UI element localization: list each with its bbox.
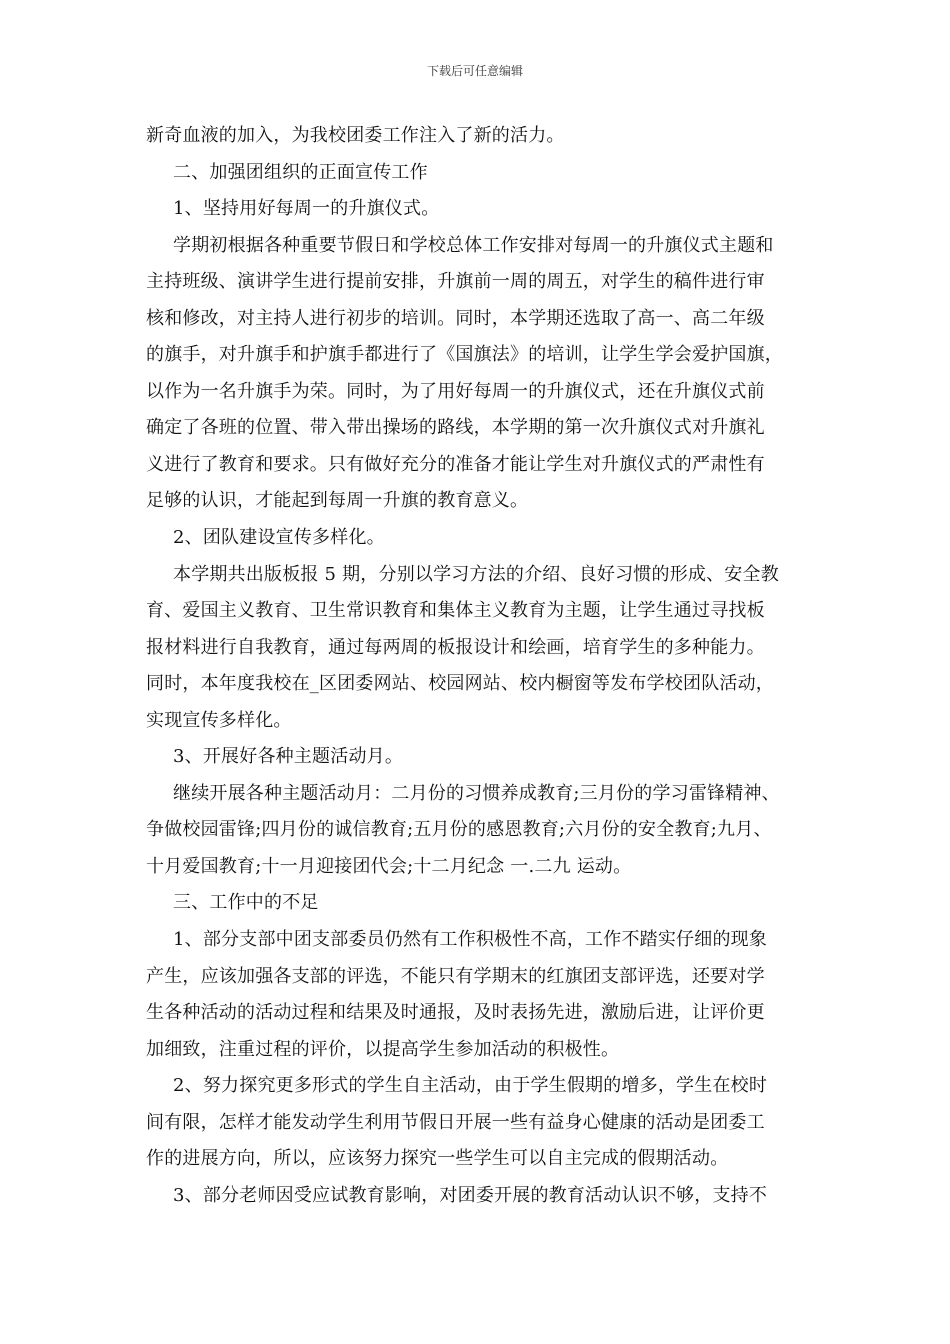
text-line: 2、努力探究更多形式的学生自主活动，由于学生假期的增多，学生在校时 xyxy=(173,1075,768,1097)
text-line: 3、部分老师因受应试教育影响，对团委开展的教育活动认识不够，支持不 xyxy=(173,1184,768,1206)
text-line: 1、部分支部中团支部委员仍然有工作积极性不高，工作不踏实仔细的现象 xyxy=(173,929,768,951)
text-line: 二、加强团组织的正面宣传工作 xyxy=(173,161,428,183)
text-line: 实现宣传多样化。 xyxy=(146,709,292,731)
text-line: 足够的认识，才能起到每周一升旗的教育意义。 xyxy=(146,490,529,512)
text-line: 继续开展各种主题活动月：二月份的习惯养成教育;三月份的学习雷锋精神、 xyxy=(173,782,780,804)
text-line: 十月爱国教育;十一月迎接团代会;十二月纪念 一.二九 运动。 xyxy=(146,855,632,877)
text-line: 争做校园雷锋;四月份的诚信教育;五月份的感恩教育;六月份的安全教育;九月、 xyxy=(146,819,772,841)
text-line: 产生，应该加强各支部的评选，不能只有学期末的红旗团支部评选，还要对学 xyxy=(146,965,765,987)
text-line: 确定了各班的位置、带入带出操场的路线，本学期的第一次升旗仪式对升旗礼 xyxy=(146,417,765,439)
text-line: 生各种活动的活动过程和结果及时通报，及时表扬先进，激励后进，让评价更 xyxy=(146,1002,765,1024)
text-line: 本学期共出版板报 5 期，分别以学习方法的介绍、良好习惯的形成、安全教 xyxy=(173,563,779,585)
text-line: 以作为一名升旗手为荣。同时，为了用好每周一的升旗仪式，还在升旗仪式前 xyxy=(146,380,765,402)
text-line: 三、工作中的不足 xyxy=(173,892,319,914)
text-line: 的旗手，对升旗手和护旗手都进行了《国旗法》的培训，让学生学会爱护国旗， xyxy=(146,344,783,366)
text-line: 2、团队建设宣传多样化。 xyxy=(173,527,385,549)
text-line: 主持班级、演讲学生进行提前安排，升旗前一周的周五，对学生的稿件进行审 xyxy=(146,271,765,293)
text-line: 学期初根据各种重要节假日和学校总体工作安排对每周一的升旗仪式主题和 xyxy=(173,234,774,256)
text-line: 新奇血液的加入，为我校团委工作注入了新的活力。 xyxy=(146,125,565,146)
text-line: 作的进展方向，所以，应该努力探究一些学生可以自主完成的假期活动。 xyxy=(146,1148,729,1170)
text-line: 报材料进行自我教育，通过每两周的板报设计和绘画，培育学生的多种能力。 xyxy=(146,636,765,658)
text-line: 核和修改，对主持人进行初步的培训。同时，本学期还选取了高一、高二年级 xyxy=(146,307,765,329)
page-header: 下载后可任意编辑 xyxy=(426,64,523,78)
text-line: 加细致，注重过程的评价，以提高学生参加活动的积极性。 xyxy=(146,1038,620,1060)
text-line: 间有限，怎样才能发动学生利用节假日开展一些有益身心健康的活动是团委工 xyxy=(146,1111,765,1133)
text-line: 义进行了教育和要求。只有做好充分的准备才能让学生对升旗仪式的严肃性有 xyxy=(146,453,765,475)
text-line: 3、开展好各种主题活动月。 xyxy=(173,746,404,768)
text-line: 同时，本年度我校在_区团委网站、校园网站、校内橱窗等发布学校团队活动， xyxy=(146,673,774,695)
document-body xyxy=(146,118,806,1214)
text-line: 育、爱国主义教育、卫生常识教育和集体主义教育为主题，让学生通过寻找板 xyxy=(146,600,765,622)
text-line: 1、坚持用好每周一的升旗仪式。 xyxy=(173,198,440,220)
